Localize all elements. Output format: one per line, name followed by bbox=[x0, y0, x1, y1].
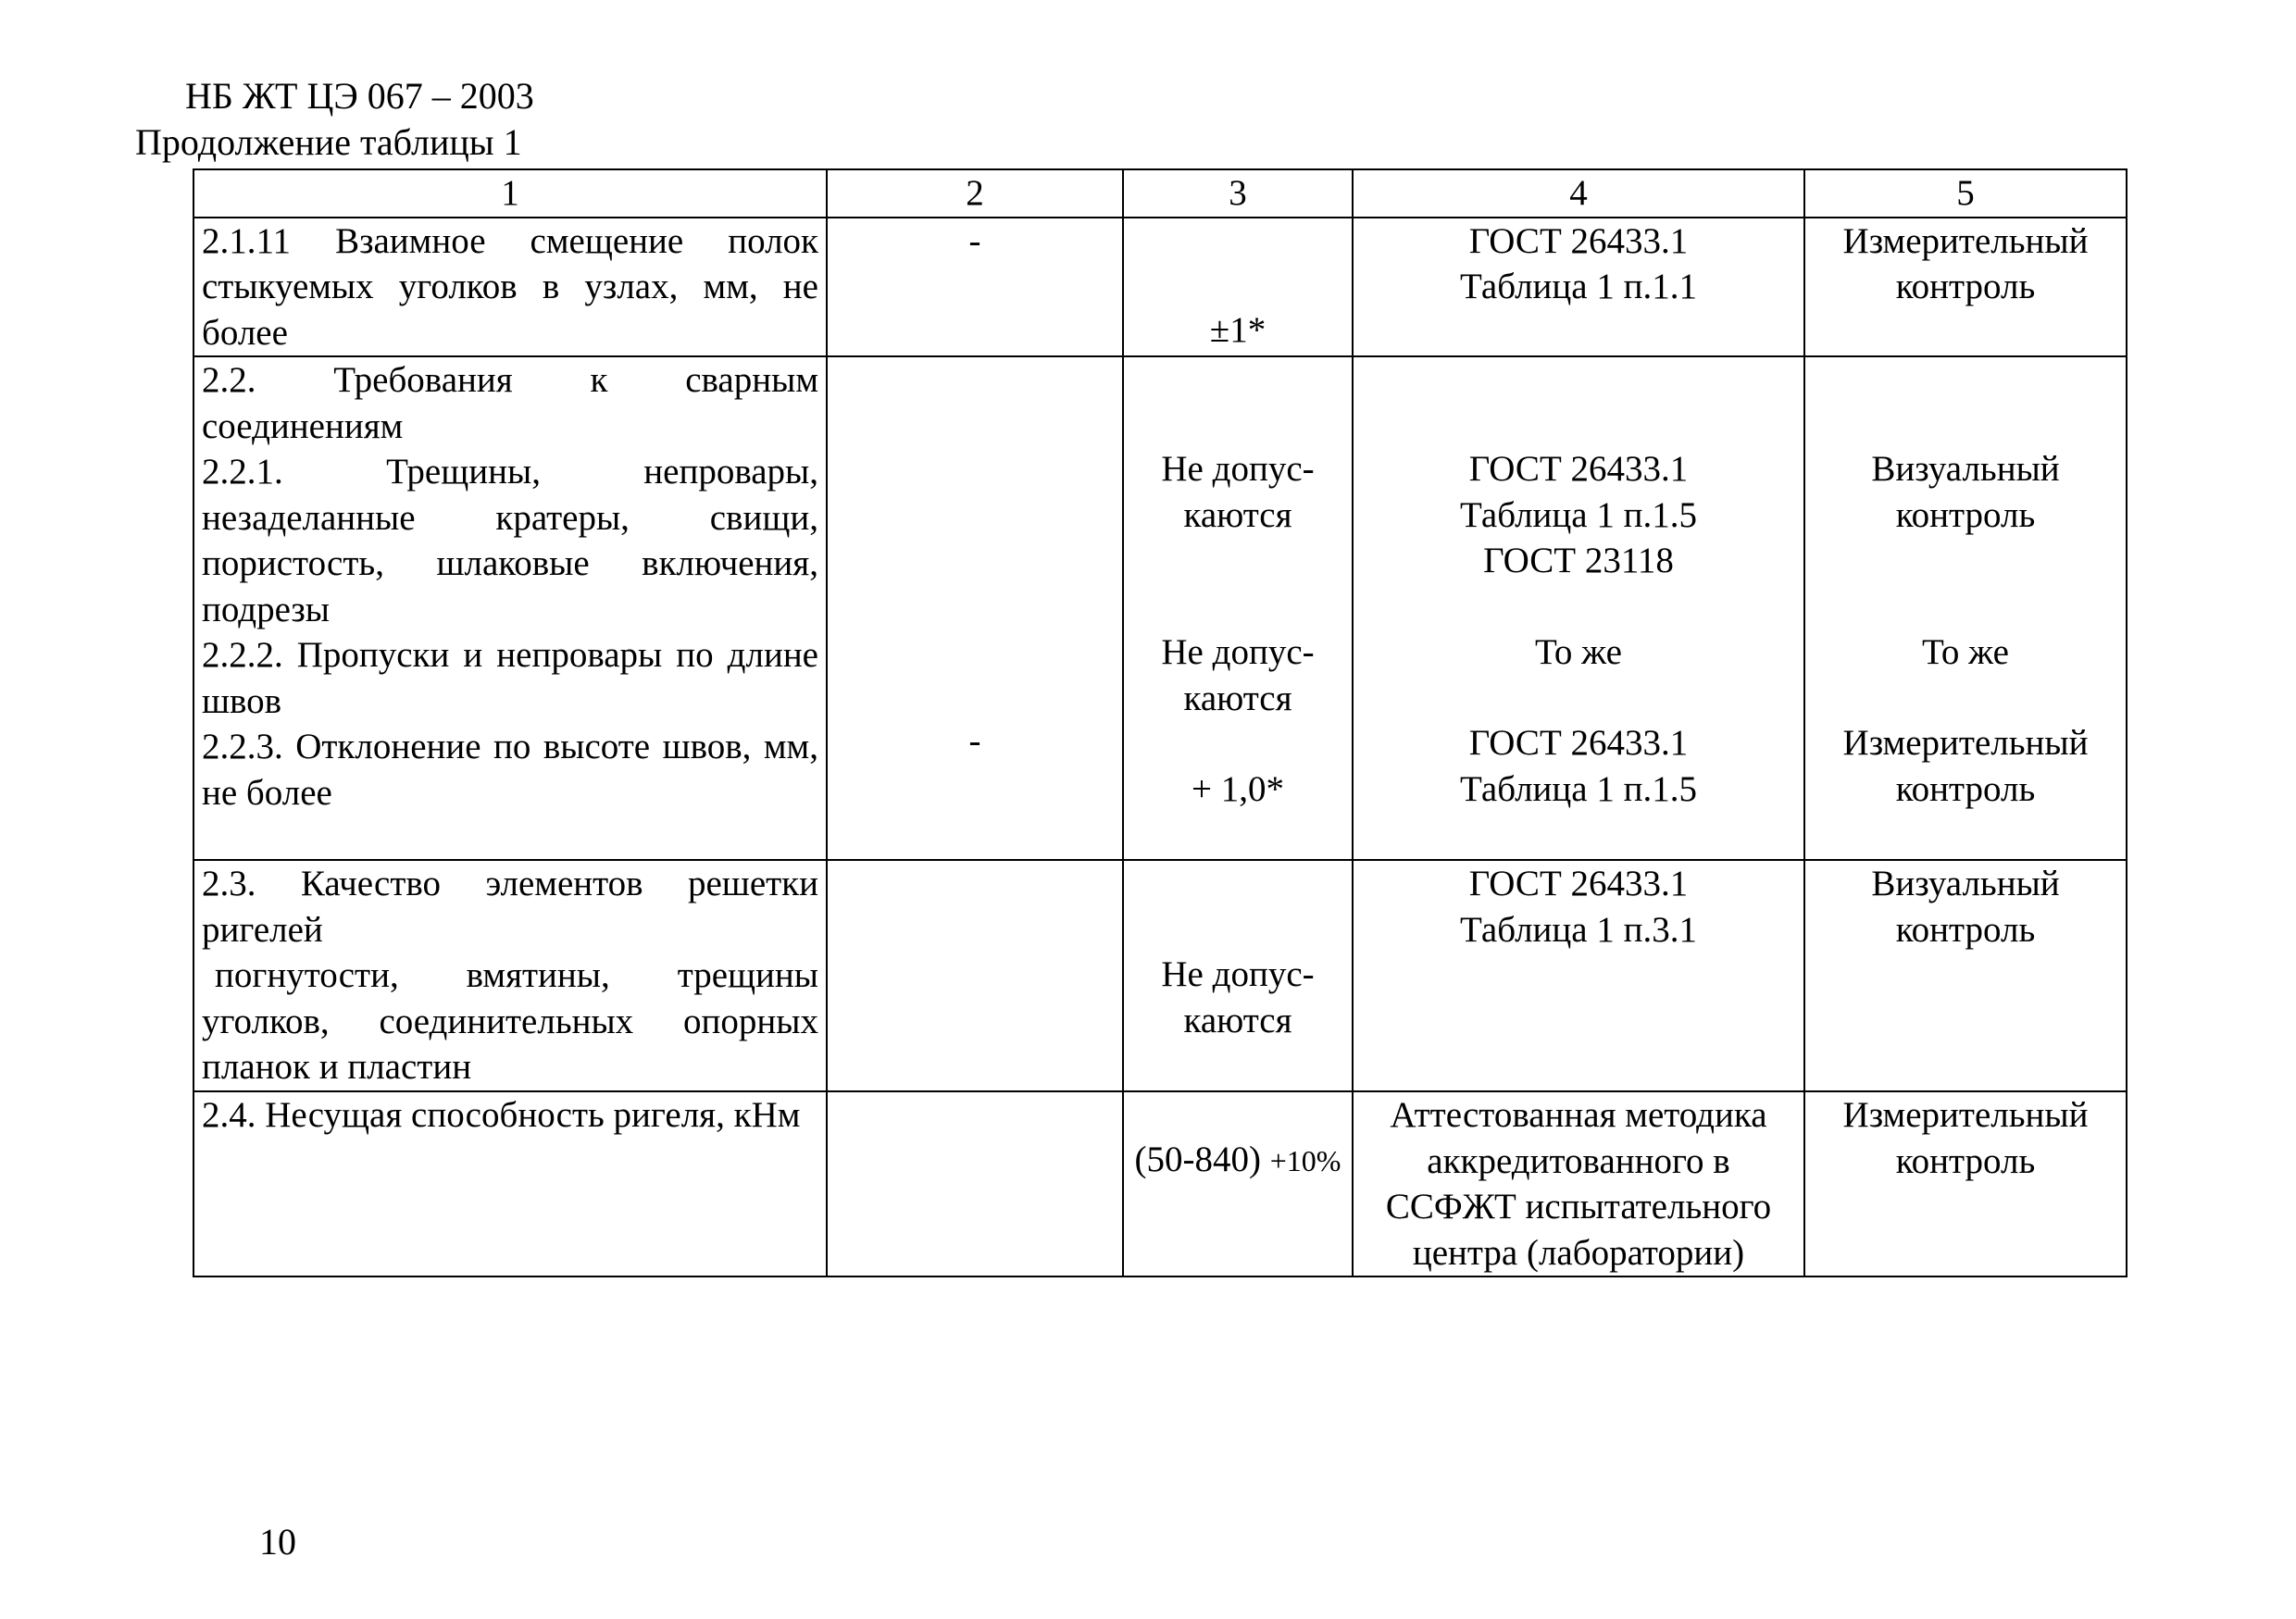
dash-mark: - bbox=[968, 721, 981, 761]
table-header-row bbox=[193, 169, 2127, 218]
requirement-cell bbox=[193, 218, 827, 357]
requirements-table bbox=[193, 168, 2128, 1277]
control-method-block bbox=[1813, 629, 2118, 676]
value-block bbox=[1131, 766, 1344, 813]
value-line: + 1,0* bbox=[1192, 769, 1284, 809]
standard-cell bbox=[1353, 218, 1804, 357]
standard-line: ГОСТ 23118 bbox=[1483, 541, 1674, 580]
table-row bbox=[193, 356, 2127, 860]
table-row bbox=[193, 218, 2127, 357]
table-continuation-caption: Продолжение таблицы 1 bbox=[135, 121, 522, 163]
standard-line: Таблица 1 п.1.5 bbox=[1460, 768, 1697, 809]
standard-line: ГОСТ 26433.1 bbox=[1468, 449, 1689, 489]
control-method-line: контроль bbox=[1895, 267, 2036, 306]
column-header-5: 5 bbox=[1804, 169, 2127, 218]
column2-cell bbox=[827, 1091, 1123, 1277]
table-row bbox=[193, 1091, 2127, 1277]
control-method-line: контроль bbox=[1895, 768, 2036, 809]
control-method-line: контроль bbox=[1895, 909, 2036, 950]
column-header-4: 4 bbox=[1353, 169, 1804, 218]
control-method-line: Измерительный bbox=[1842, 723, 2089, 763]
standard-line: ГОСТ 26433.1 bbox=[1468, 220, 1689, 261]
column-header-3: 3 bbox=[1123, 169, 1353, 218]
value-block bbox=[1131, 446, 1344, 538]
document-code: НБ ЖТ ЦЭ 067 – 2003 bbox=[185, 75, 534, 117]
requirement-text: 2.2.3. Отклонение по высоте швов, мм, не более bbox=[202, 727, 818, 813]
column2-cell bbox=[827, 218, 1123, 357]
standard-line: Таблица 1 п.1.5 bbox=[1460, 494, 1697, 535]
control-method-line: контроль bbox=[1895, 494, 2036, 535]
dash-mark: - bbox=[968, 220, 981, 261]
value-line: Не допус- bbox=[1161, 954, 1315, 994]
standard-line: центра (лаборатории) bbox=[1412, 1232, 1745, 1273]
value-cell bbox=[1123, 860, 1353, 1091]
requirement-cell bbox=[193, 1091, 827, 1277]
control-method-cell bbox=[1804, 356, 2127, 860]
requirement-text: 2.1.11 Взаимное смещение полок стыкуемых уголков в узлах, мм, не более bbox=[202, 220, 818, 353]
standard-line: Таблица 1 п.3.1 bbox=[1460, 909, 1697, 950]
requirement-text: погнутости, вмятины, трещины уголков, соединительных опорных планок и пластин bbox=[202, 955, 818, 1087]
value-block bbox=[1131, 952, 1344, 1043]
control-method-cell bbox=[1804, 218, 2127, 357]
requirement-cell bbox=[193, 356, 827, 860]
requirement-text: 2.2.1. Трещины, непровары, незаделанные кратеры, свищи, пористость, шлаковые включения, подрезы bbox=[202, 452, 818, 629]
standard-line: То же bbox=[1535, 632, 1622, 672]
column-header-2: 2 bbox=[827, 169, 1123, 218]
column-header-1: 1 bbox=[193, 169, 827, 218]
value-cell bbox=[1123, 356, 1353, 860]
control-method-cell bbox=[1804, 1091, 2127, 1277]
standard-line: Таблица 1 п.1.1 bbox=[1460, 267, 1697, 306]
control-method-cell bbox=[1804, 860, 2127, 1091]
table-row bbox=[193, 860, 2127, 1091]
control-method-line: Визуальный bbox=[1871, 449, 2060, 489]
standard-line: ГОСТ 26433.1 bbox=[1468, 723, 1689, 763]
value-block bbox=[1131, 629, 1344, 721]
standard-line: Аттестованная методика bbox=[1390, 1095, 1767, 1135]
control-method-line: Визуальный bbox=[1871, 864, 2060, 903]
tolerance-percent: +10% bbox=[1269, 1144, 1341, 1177]
value-cell bbox=[1123, 218, 1353, 357]
value-text bbox=[1131, 1137, 1344, 1185]
standard-line: аккредитованного в bbox=[1427, 1140, 1730, 1181]
value-line: каются bbox=[1183, 494, 1292, 535]
value-line: каются bbox=[1183, 1000, 1292, 1040]
requirement-text: 2.2.2. Пропуски и непровары по длине швов bbox=[202, 635, 818, 721]
standard-block bbox=[1361, 720, 1796, 812]
column2-cell bbox=[827, 860, 1123, 1091]
standard-cell bbox=[1353, 356, 1804, 860]
control-method-line: Измерительный bbox=[1842, 1095, 2089, 1135]
standard-cell bbox=[1353, 860, 1804, 1091]
standard-line: ГОСТ 26433.1 bbox=[1468, 864, 1689, 903]
load-capacity-range: (50-840) bbox=[1134, 1140, 1261, 1179]
control-method-line: Измерительный bbox=[1842, 220, 2089, 261]
value-line: Не допус- bbox=[1161, 632, 1315, 672]
value-text: ±1* bbox=[1209, 309, 1267, 350]
standard-cell bbox=[1353, 1091, 1804, 1277]
standard-block bbox=[1361, 446, 1796, 584]
standard-block bbox=[1361, 629, 1796, 676]
standard-line: ССФЖТ испытательного bbox=[1385, 1187, 1772, 1227]
value-cell bbox=[1123, 1091, 1353, 1277]
value-line: каются bbox=[1183, 678, 1292, 718]
control-method-line: То же bbox=[1922, 632, 2009, 672]
column2-cell bbox=[827, 356, 1123, 860]
requirement-text: 2.2. Требования к сварным соединениям bbox=[202, 360, 818, 446]
control-method-block bbox=[1813, 446, 2118, 538]
page-number: 10 bbox=[259, 1521, 296, 1563]
requirement-text: 2.4. Несущая способность ригеля, кНм bbox=[202, 1095, 801, 1135]
control-method-block bbox=[1813, 720, 2118, 812]
value-line: Не допус- bbox=[1161, 449, 1315, 489]
control-method-line: контроль bbox=[1895, 1140, 2036, 1181]
requirement-cell bbox=[193, 860, 827, 1091]
requirement-title: 2.3. Качество элементов решетки ригелей bbox=[202, 864, 818, 950]
